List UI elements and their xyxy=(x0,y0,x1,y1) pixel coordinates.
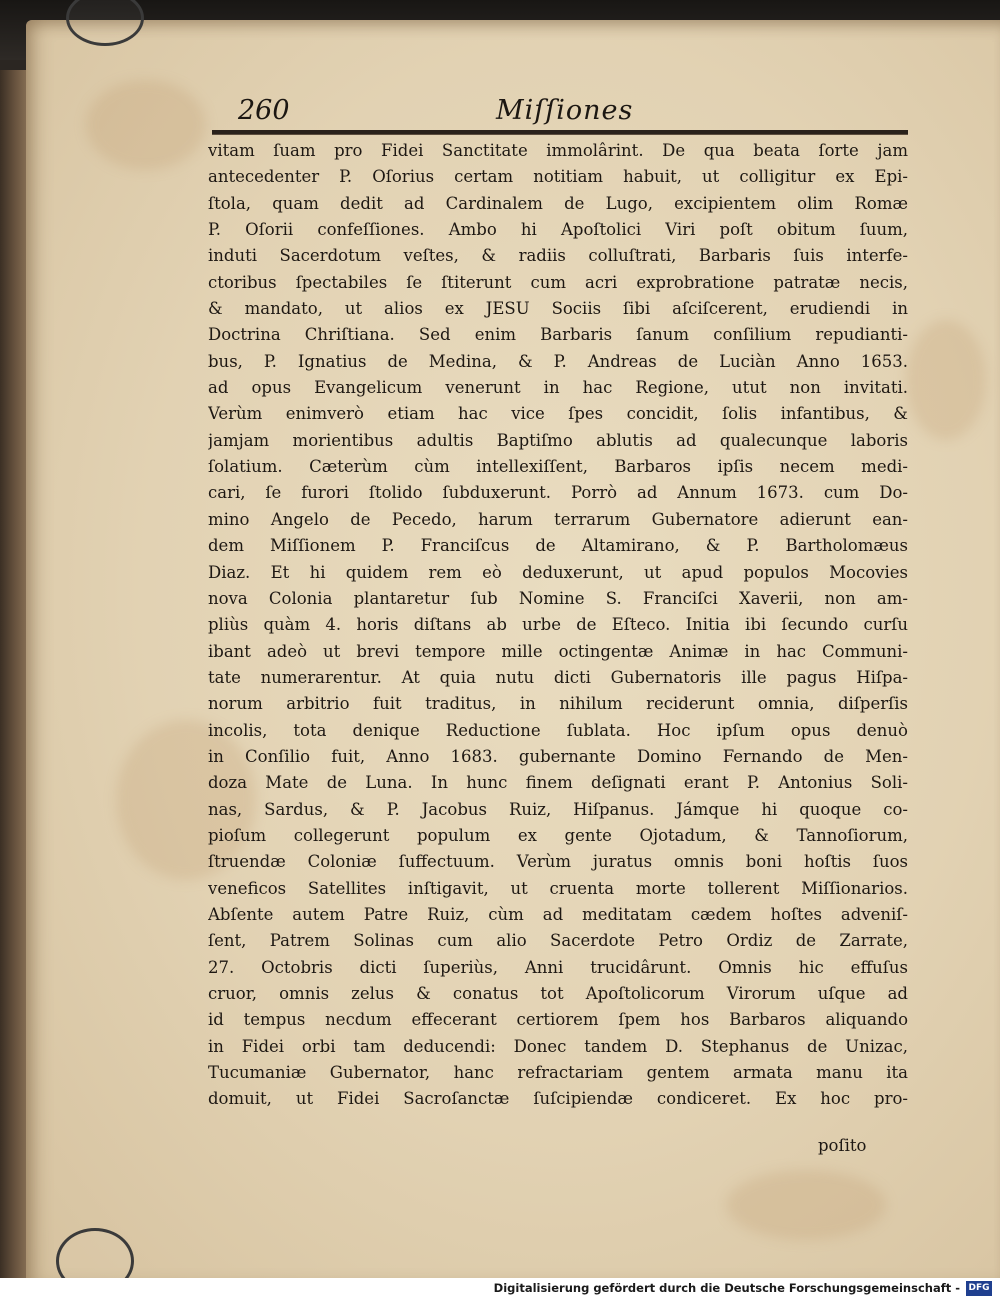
catchword: poſito xyxy=(818,1136,867,1155)
text-line: antecedenter P. Oſorius certam notitiam habuit, ut colligitur ex Epi- xyxy=(208,167,908,187)
text-line: dem Miſſionem P. Franciſcus de Altamirano, & P. Bartholomæus xyxy=(208,536,908,556)
text-line: doza Mate de Luna. In hunc finem deſignati erant P. Antonius Soli- xyxy=(208,773,908,793)
page-number: 260 xyxy=(238,95,290,126)
paper-stain xyxy=(906,320,986,440)
text-line: in Fidei orbi tam deducendi: Donec tandem D. Stephanus de Unizac, xyxy=(208,1036,908,1056)
text-line: tate numerarentur. At quia nutu dicti Gubernatoris ille pagus Hiſpa- xyxy=(208,667,908,687)
text-line: norum arbitrio fuit traditus, in nihilum reciderunt omnia, diſperſis xyxy=(208,694,908,714)
text-line: mino Angelo de Pecedo, harum terrarum Gubernatore adierunt ean- xyxy=(208,509,908,529)
text-line: nas, Sardus, & P. Jacobus Ruiz, Hiſpanus. Jámque hi quoque co- xyxy=(208,799,908,819)
text-line: Tucumaniæ Gubernator, hanc refractariam gentem armata manu ita xyxy=(208,1063,908,1083)
text-line: Doctrina Chriſtiana. Sed enim Barbaris ſanum conſilium repudianti- xyxy=(208,325,908,345)
text-line: ctoribus ſpectabiles ſe ſtiterunt cum acri exprobratione patratæ necis, xyxy=(208,272,908,292)
text-line: ſtruendæ Coloniæ ſuffectuum. Verùm juratus omnis boni hoſtis ſuos xyxy=(208,852,908,872)
running-head: Miſſiones xyxy=(496,95,634,126)
text-line: jamjam morientibus adultis Baptiſmo ablutis ad qualecunque laboris xyxy=(208,430,908,450)
text-line: Diaz. Et hi quidem rem eò deduxerunt, ut apud populos Mocovies xyxy=(208,562,908,582)
page-header xyxy=(238,95,878,135)
text-line: ſolatium. Cæterùm cùm intellexiſſent, Barbaros ipſis necem medi- xyxy=(208,457,908,477)
text-line: ibant adeò ut brevi tempore mille octingentæ Animæ in hac Communi- xyxy=(208,641,908,661)
dfg-logo-icon: DFG xyxy=(966,1281,992,1296)
text-line: bus, P. Ignatius de Medina, & P. Andreas de Luciàn Anno 1653. xyxy=(208,351,908,371)
digitization-footer xyxy=(0,1278,1000,1300)
text-line: cari, ſe furori ſtolido ſubduxerunt. Porrò ad Annum 1673. cum Do- xyxy=(208,483,908,503)
text-line: pioſum collegerunt populum ex gente Ojotadum, & Tannoſiorum, xyxy=(208,825,908,845)
header-rule xyxy=(212,130,908,135)
text-line: induti Sacerdotum veſtes, & radiis colluſtrati, Barbaris ſuis interfe- xyxy=(208,246,908,266)
text-line: id tempus necdum effecerant certiorem ſpem hos Barbaros aliquando xyxy=(208,1010,908,1030)
text-line: Abſente autem Patre Ruiz, cùm ad meditatam cædem hoſtes adveniſ- xyxy=(208,904,908,924)
text-line: veneficos Satellites inſtigavit, ut cruenta morte tollerent Miſſionarios. xyxy=(208,878,908,898)
text-line: pliùs quàm 4. horis diſtans ab urbe de Eſteco. Initia ibi ſecundo curſu xyxy=(208,615,908,635)
text-line: ad opus Evangelicum venerunt in hac Regione, utut non invitati. xyxy=(208,378,908,398)
text-line: P. Oſorii confeſſiones. Ambo hi Apoſtolici Viri poſt obitum ſuum, xyxy=(208,220,908,240)
text-line: incolis, tota denique Reductione ſublata. Hoc ipſum opus denuò xyxy=(208,720,908,740)
text-line: ſent, Patrem Solinas cum alio Sacerdote Petro Ordiz de Zarrate, xyxy=(208,931,908,951)
paper-stain xyxy=(86,80,206,170)
text-line: domuit, ut Fidei Sacroſanctæ ſuſcipiendæ condiceret. Ex hoc pro- xyxy=(208,1089,908,1109)
paper-stain xyxy=(726,1170,886,1240)
text-line: cruor, omnis zelus & conatus tot Apoſtolicorum Virorum uſque ad xyxy=(208,984,908,1003)
text-line: in Conſilio fuit, Anno 1683. gubernante Domino Fernando de Men- xyxy=(208,746,908,766)
text-line: Verùm enimverò etiam hac vice ſpes concidit, ſolis infantibus, & xyxy=(208,404,908,424)
text-line: 27. Octobris dicti ſuperiùs, Anni trucidârunt. Omnis hic effuſus xyxy=(208,957,908,977)
funding-credit: Digitalisierung gefördert durch die Deutsche Forschungsgemeinschaft - xyxy=(493,1281,960,1295)
text-line: vitam ſuam pro Fidei Sanctitate immolârint. De qua beata ſorte jam xyxy=(208,141,908,160)
body-text xyxy=(208,138,908,1113)
text-line: & mandato, ut alios ex JESU Sociis ſibi aſciſcerent, erudiendi in xyxy=(208,299,908,319)
text-line: nova Colonia plantaretur ſub Nomine S. Franciſci Xaverii, non am- xyxy=(208,588,908,608)
text-line: ſtola, quam dedit ad Cardinalem de Lugo, excipientem olim Romæ xyxy=(208,193,908,213)
